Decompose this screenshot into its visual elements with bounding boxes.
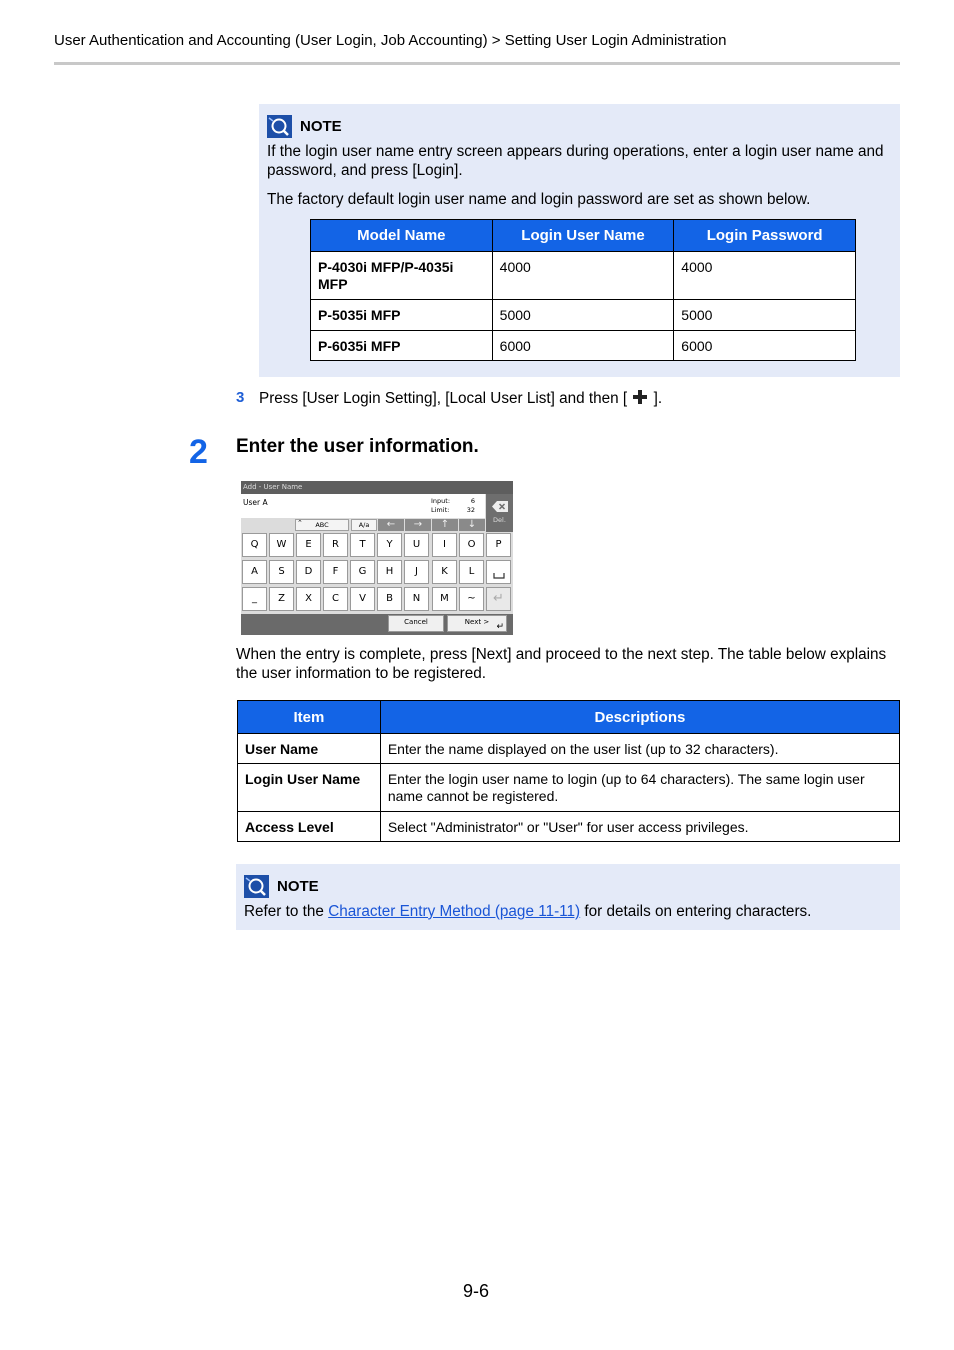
table-row bbox=[311, 331, 856, 361]
description-cell: Enter the login user name to login (up to 64 characters). The same login user name cannot be registered. bbox=[380, 764, 899, 812]
step-title: Enter the user information. bbox=[236, 436, 479, 457]
defaults-table bbox=[310, 219, 856, 361]
note-text-defaults: The factory default login user name and login password are set as shown below. bbox=[267, 191, 811, 208]
login-password-cell: 5000 bbox=[674, 300, 856, 331]
enter-icon: ↵ bbox=[493, 591, 504, 606]
cursor-right-button[interactable] bbox=[405, 519, 431, 531]
enter-icon: ↵ bbox=[496, 622, 504, 632]
login-user-name-cell: 4000 bbox=[492, 252, 674, 300]
table-row bbox=[238, 734, 900, 764]
note-label: NOTE bbox=[277, 878, 319, 895]
cancel-button[interactable]: Cancel bbox=[388, 615, 444, 632]
key[interactable]: C bbox=[323, 587, 348, 611]
screen-title: Add - User Name bbox=[241, 481, 513, 494]
header-divider bbox=[54, 62, 900, 65]
key[interactable]: E bbox=[296, 533, 321, 557]
key[interactable]: X bbox=[296, 587, 321, 611]
key[interactable]: U bbox=[404, 533, 429, 557]
item-cell: Access Level bbox=[238, 812, 381, 842]
note-icon bbox=[267, 115, 292, 138]
input-counter: Input: 6 Limit: 32 bbox=[431, 497, 475, 514]
key[interactable]: Q bbox=[242, 533, 267, 557]
key[interactable]: T bbox=[350, 533, 375, 557]
login-password-cell: 4000 bbox=[674, 252, 856, 300]
user-name-field[interactable] bbox=[241, 494, 485, 518]
note-heading bbox=[244, 875, 319, 898]
step-text-before: Press [User Login Setting], [Local User List] and then [ bbox=[259, 390, 628, 407]
next-button[interactable]: Next > ↵ bbox=[447, 615, 507, 632]
user-name-value: User A bbox=[243, 498, 268, 507]
arrow-down-icon: ↓ bbox=[467, 519, 477, 530]
column-header: Item bbox=[238, 701, 381, 734]
backspace-icon bbox=[492, 501, 508, 512]
table-header-row bbox=[238, 701, 900, 734]
key[interactable]: W bbox=[269, 533, 294, 557]
chevron-up-down-icon: ⌃ bbox=[297, 519, 303, 527]
key[interactable]: G bbox=[350, 560, 375, 584]
note-box-defaults bbox=[259, 104, 900, 377]
item-cell: User Name bbox=[238, 734, 381, 764]
note-text-login-screen: If the login user name entry screen appears during operations, enter a login user name and password, and press [Login]. bbox=[267, 143, 884, 179]
cursor-down-button[interactable] bbox=[459, 519, 485, 531]
key[interactable]: Z bbox=[269, 587, 294, 611]
key[interactable]: ~ bbox=[459, 587, 484, 611]
arrow-left-icon: ← bbox=[386, 519, 396, 530]
note-text-reference: Refer to the Character Entry Method (page 11-11) for details on entering characters. bbox=[244, 903, 812, 920]
key[interactable]: Y bbox=[377, 533, 402, 557]
login-user-name-cell: 5000 bbox=[492, 300, 674, 331]
table-row bbox=[311, 252, 856, 300]
key[interactable]: J bbox=[404, 560, 429, 584]
key[interactable]: S bbox=[269, 560, 294, 584]
description-cell: Enter the name displayed on the user list (up to 32 characters). bbox=[380, 734, 899, 764]
delete-label: Del. bbox=[493, 516, 506, 524]
entry-complete-paragraph: When the entry is complete, press [Next] and proceed to the next step. The table below explains the user information to be registered. bbox=[236, 646, 887, 682]
model-name-cell: P-4030i MFP/P-4035i MFP bbox=[311, 252, 493, 300]
screen-bottom-bar bbox=[241, 614, 513, 635]
user-name-entry-screen bbox=[241, 481, 513, 635]
character-entry-link[interactable]: Character Entry Method (page 11-11) bbox=[328, 903, 581, 920]
arrow-up-icon: ↑ bbox=[440, 519, 450, 530]
step-number: 3 bbox=[236, 389, 245, 406]
delete-button[interactable] bbox=[486, 494, 513, 532]
input-mode-button[interactable]: ⌃ ABC bbox=[295, 519, 349, 531]
key[interactable]: A bbox=[242, 560, 267, 584]
model-name-cell: P-6035i MFP bbox=[311, 331, 493, 361]
login-password-cell: 6000 bbox=[674, 331, 856, 361]
table-header-row bbox=[311, 220, 856, 252]
key[interactable]: B bbox=[377, 587, 402, 611]
item-cell: Login User Name bbox=[238, 764, 381, 812]
space-icon bbox=[493, 573, 505, 579]
cursor-left-button[interactable] bbox=[378, 519, 404, 531]
breadcrumb: User Authentication and Accounting (User Login, Job Accounting) > Setting User Login Administration bbox=[54, 32, 727, 49]
key[interactable]: R bbox=[323, 533, 348, 557]
space-key[interactable] bbox=[486, 560, 511, 584]
table-row bbox=[238, 812, 900, 842]
key[interactable]: H bbox=[377, 560, 402, 584]
key[interactable]: _ bbox=[242, 587, 267, 611]
key[interactable]: D bbox=[296, 560, 321, 584]
column-header: Descriptions bbox=[380, 701, 899, 734]
key[interactable]: I bbox=[432, 533, 457, 557]
user-info-table bbox=[237, 700, 900, 842]
case-toggle-button[interactable]: A/a bbox=[351, 519, 377, 531]
column-header: Model Name bbox=[311, 220, 493, 252]
note-box-character-entry bbox=[236, 864, 900, 930]
arrow-right-icon: → bbox=[413, 519, 423, 530]
step-instruction bbox=[259, 389, 662, 408]
step-number: 2 bbox=[189, 433, 208, 471]
step-text-after: ]. bbox=[653, 390, 663, 407]
login-user-name-cell: 6000 bbox=[492, 331, 674, 361]
key[interactable]: N bbox=[404, 587, 429, 611]
note-label: NOTE bbox=[300, 118, 342, 135]
cursor-up-button[interactable] bbox=[432, 519, 458, 531]
key[interactable]: V bbox=[350, 587, 375, 611]
key[interactable]: L bbox=[459, 560, 484, 584]
page-number: 9-6 bbox=[463, 1281, 490, 1301]
keyboard-toolbar bbox=[241, 518, 485, 532]
note-icon bbox=[244, 875, 269, 898]
key[interactable]: F bbox=[323, 560, 348, 584]
plus-icon bbox=[631, 389, 649, 405]
note-heading bbox=[267, 115, 342, 138]
column-header: Login User Name bbox=[492, 220, 674, 252]
table-row bbox=[311, 300, 856, 331]
key[interactable]: O bbox=[459, 533, 484, 557]
model-name-cell: P-5035i MFP bbox=[311, 300, 493, 331]
table-row bbox=[238, 764, 900, 812]
key[interactable]: P bbox=[486, 533, 511, 557]
description-cell: Select "Administrator" or "User" for user access privileges. bbox=[380, 812, 899, 842]
key[interactable]: M bbox=[432, 587, 457, 611]
key[interactable]: K bbox=[432, 560, 457, 584]
enter-key[interactable] bbox=[486, 587, 511, 611]
column-header: Login Password bbox=[674, 220, 856, 252]
